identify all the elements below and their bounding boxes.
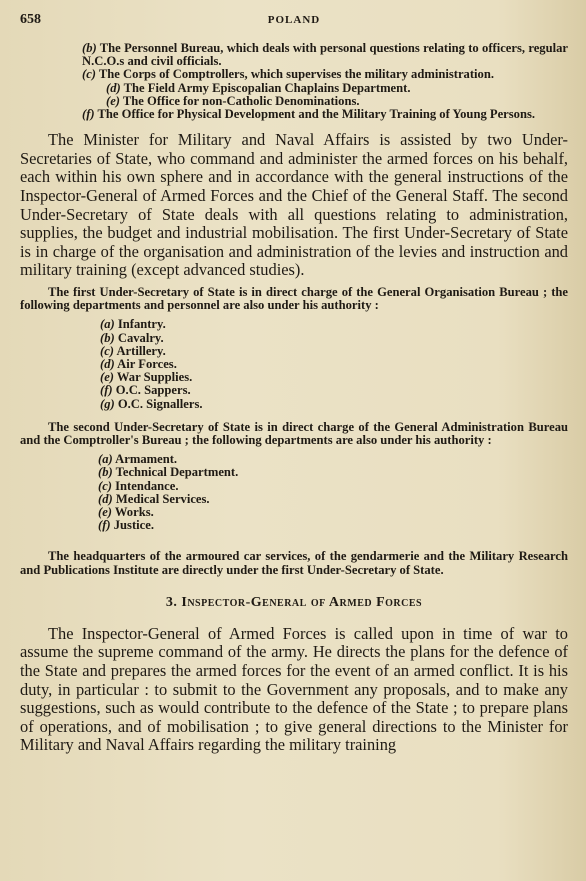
first-list [20, 318, 568, 410]
list-item: (c) Intendance. [98, 478, 179, 493]
section-number: 3. [165, 594, 178, 610]
paragraph-minister: The Minister for Military and Naval Affairs is assisted by two Under-Secretaries of State, who command and administer the armed forces on his behalf, each within his own sphere and in accordance with the general instructions of the Inspector-General of Armed Forces and the Chief of the General Staff. The second Under-Secretary of State deals with all questions relating to administration, supplies, the budget and industrial mobilisation. The first Under-Secretary of State is in charge of the organisation and administration of the levies and instruction and military training (except advanced studies). [20, 130, 568, 280]
list-item: (b) Technical Department. [98, 465, 239, 480]
page-header [20, 12, 568, 42]
section-title: Inspector-General of Armed Forces [181, 594, 423, 610]
list-item: (f) Justice. [98, 518, 154, 533]
list-item: (c) Artillery. [100, 343, 166, 358]
list-item: (e) Works. [98, 505, 154, 520]
list-item: (b) Cavalry. [100, 330, 164, 345]
list-item: (e) The Office for non-Catholic Denominations. [106, 93, 360, 108]
top-list [20, 42, 568, 121]
list-item: (d) Medical Services. [98, 491, 210, 506]
list-item: (b) The Personnel Bureau, which deals with personal questions relating to officers, regular N.C.O.s and civil officials. [82, 41, 568, 69]
paragraph-inspector-general: The Inspector-General of Armed Forces is called upon in time of war to assume the supreme command of the army. He directs the plans for the defence of the State and prepares the armed forces for the event of an armed conflict. It is his duty, in particular : to submit to the Government any proposals, and to make any suggestions, such as would contribute to the defence of the State ; to prepare plans of operations, and of mobilisation ; to give general directions to the Minister for Military and Naval Affairs regarding the military training [20, 623, 568, 755]
paragraph-second-under-secretary: The second Under-Secretary of State is in direct charge of the General Administration Bureau and the Comptroller's Bureau ; the following departments are also under his authority : [20, 419, 568, 447]
paragraph-first-under-secretary: The first Under-Secretary of State is in direct charge of the General Organisation Bureau ; the following departments and personnel are also under his authority : [20, 284, 568, 313]
list-item: (f) The Office for Physical Development and the Military Training of Young Persons. [82, 107, 536, 122]
second-list [20, 453, 568, 532]
section-heading [20, 595, 568, 611]
list-item: (d) Air Forces. [100, 356, 177, 371]
list-item: (a) Infantry. [100, 317, 166, 332]
running-title: POLAND [267, 14, 321, 26]
list-item: (a) Armament. [98, 452, 178, 467]
list-item: (f) O.C. Sappers. [100, 383, 191, 398]
page-number: 658 [20, 12, 41, 27]
list-item: (e) War Supplies. [100, 370, 193, 385]
list-item: (g) O.C. Signallers. [100, 396, 203, 411]
list-item: (c) The Corps of Comptrollers, which supervises the military administration. [82, 67, 494, 82]
list-item: (d) The Field Army Episcopalian Chaplains Department. [106, 80, 411, 95]
paragraph-headquarters: The headquarters of the armoured car services, of the gendarmerie and the Military Research and Publications Institute are directly under the first Under-Secretary of State. [20, 549, 568, 577]
